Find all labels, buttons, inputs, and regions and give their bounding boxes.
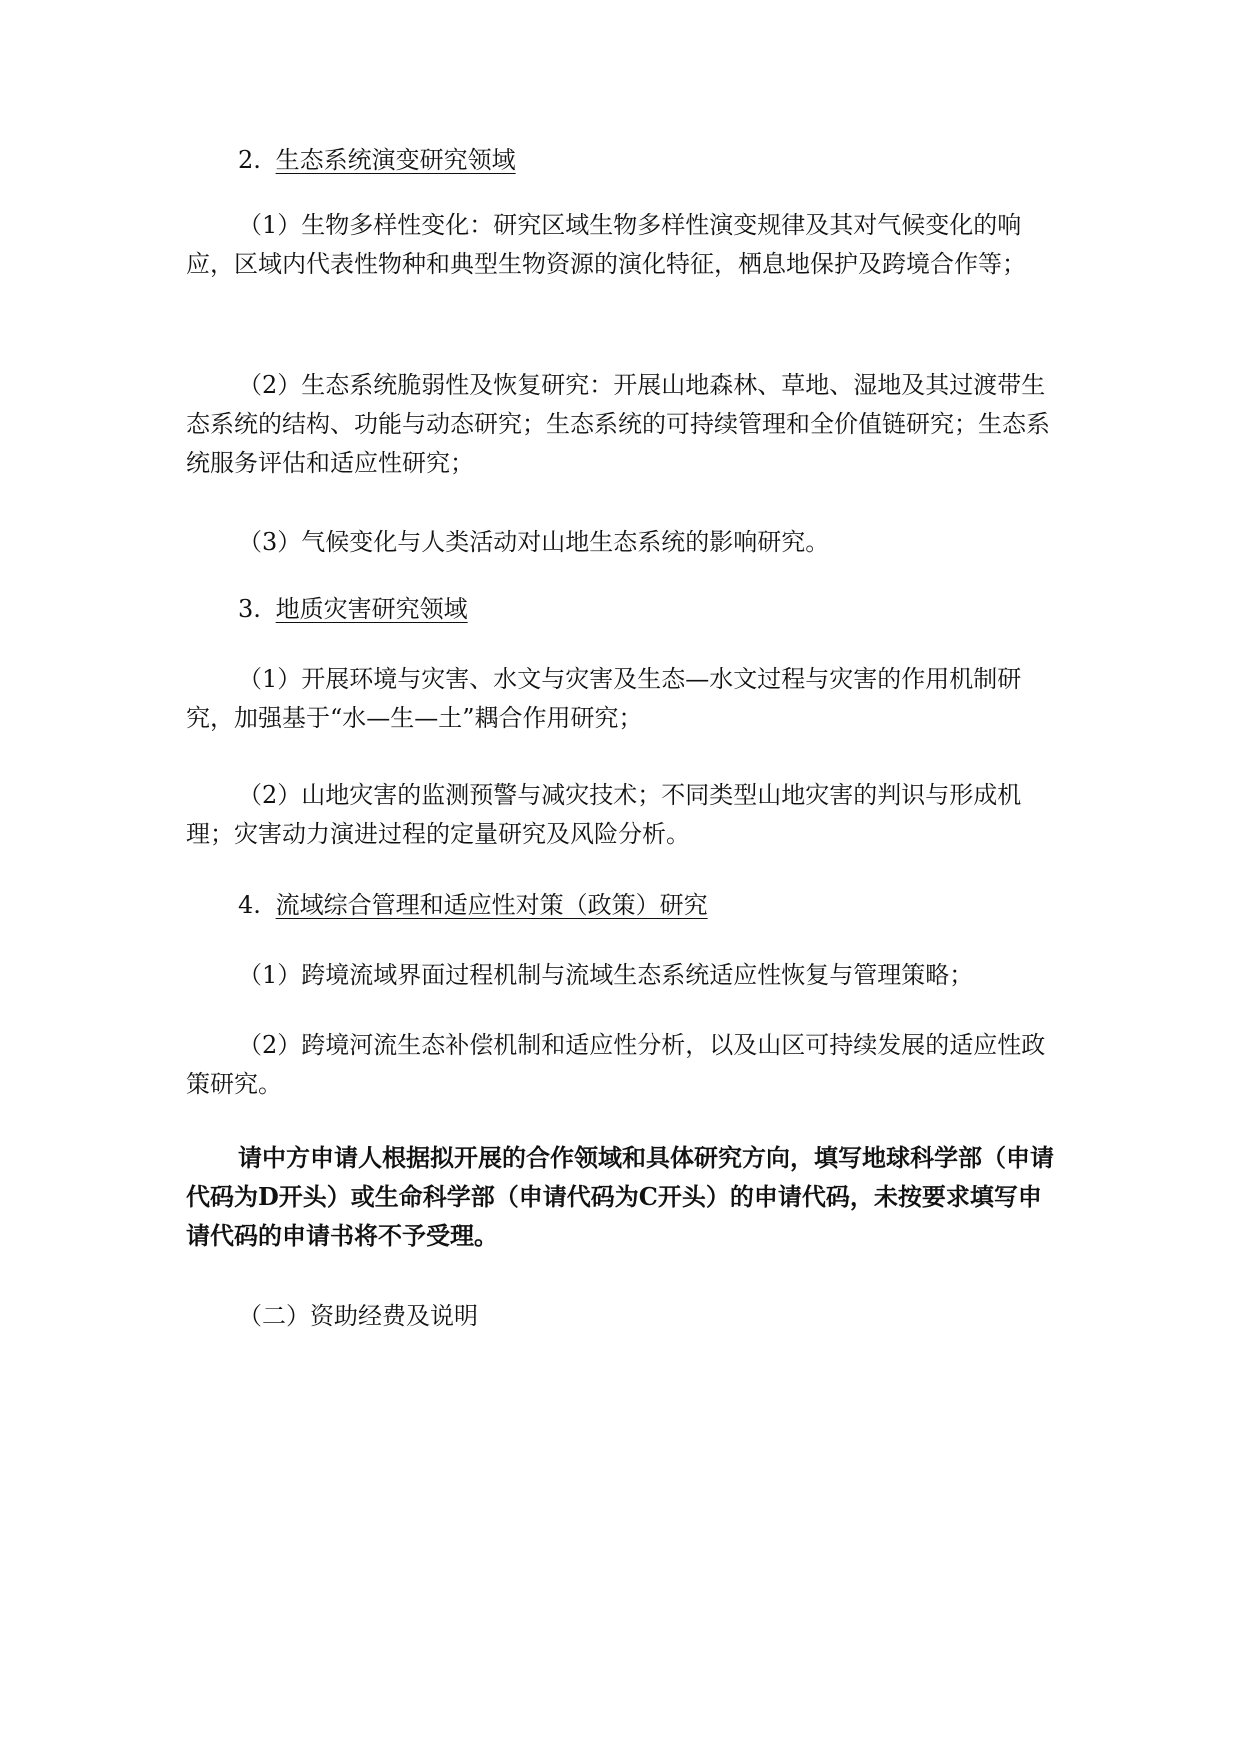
paragraph-item: （3）气候变化与人类活动对山地生态系统的影响研究。 [238, 528, 830, 556]
section-title: 流域综合管理和适应性对策（政策）研究 [275, 891, 708, 919]
paragraph-item: （2）跨境河流生态补偿机制和适应性分析，以及山区可持续发展的适应性政策研究。 [186, 1031, 1046, 1098]
paragraph-item: （1）跨境流域界面过程机制与流域生态系统适应性恢复与管理策略； [238, 961, 974, 989]
section-heading-3 [238, 590, 1108, 629]
paragraph-item: （1）开展环境与灾害、水文与灾害及生态—水文过程与灾害的作用机制研究，加强基于“水—生—土”耦合作用研究； [186, 665, 1022, 732]
section-number: 4. [238, 891, 261, 919]
section-number: 2. [238, 146, 261, 174]
section-heading-4 [238, 886, 1108, 925]
section-title: 生态系统演变研究领域 [275, 146, 516, 174]
section-number: 3. [238, 595, 261, 623]
section-heading-2 [238, 141, 1108, 180]
subsection-title: （二）资助经费及说明 [238, 1302, 478, 1330]
paragraph-item: （1）生物多样性变化：研究区域生物多样性演变规律及其对气候变化的响应，区域内代表性物种和典型生物资源的演化特征，栖息地保护及跨境合作等； [186, 211, 1026, 278]
paragraph-item: （2）山地灾害的监测预警与减灾技术；不同类型山地灾害的判识与形成机理；灾害动力演进过程的定量研究及风险分析。 [186, 781, 1022, 848]
section-title: 地质灾害研究领域 [275, 595, 468, 623]
paragraph-item: （2）生态系统脆弱性及恢复研究：开展山地森林、草地、湿地及其过渡带生态系统的结构、功能与动态研究；生态系统的可持续管理和全价值链研究；生态系统服务评估和适应性研究； [186, 371, 1050, 477]
application-code-notice: 请中方申请人根据拟开展的合作领域和具体研究方向，填写地球科学部（申请代码为D开头）或生命科学部（申请代码为C开头）的申请代码，未按要求填写申请代码的申请书将不予受理。 [186, 1143, 1054, 1250]
